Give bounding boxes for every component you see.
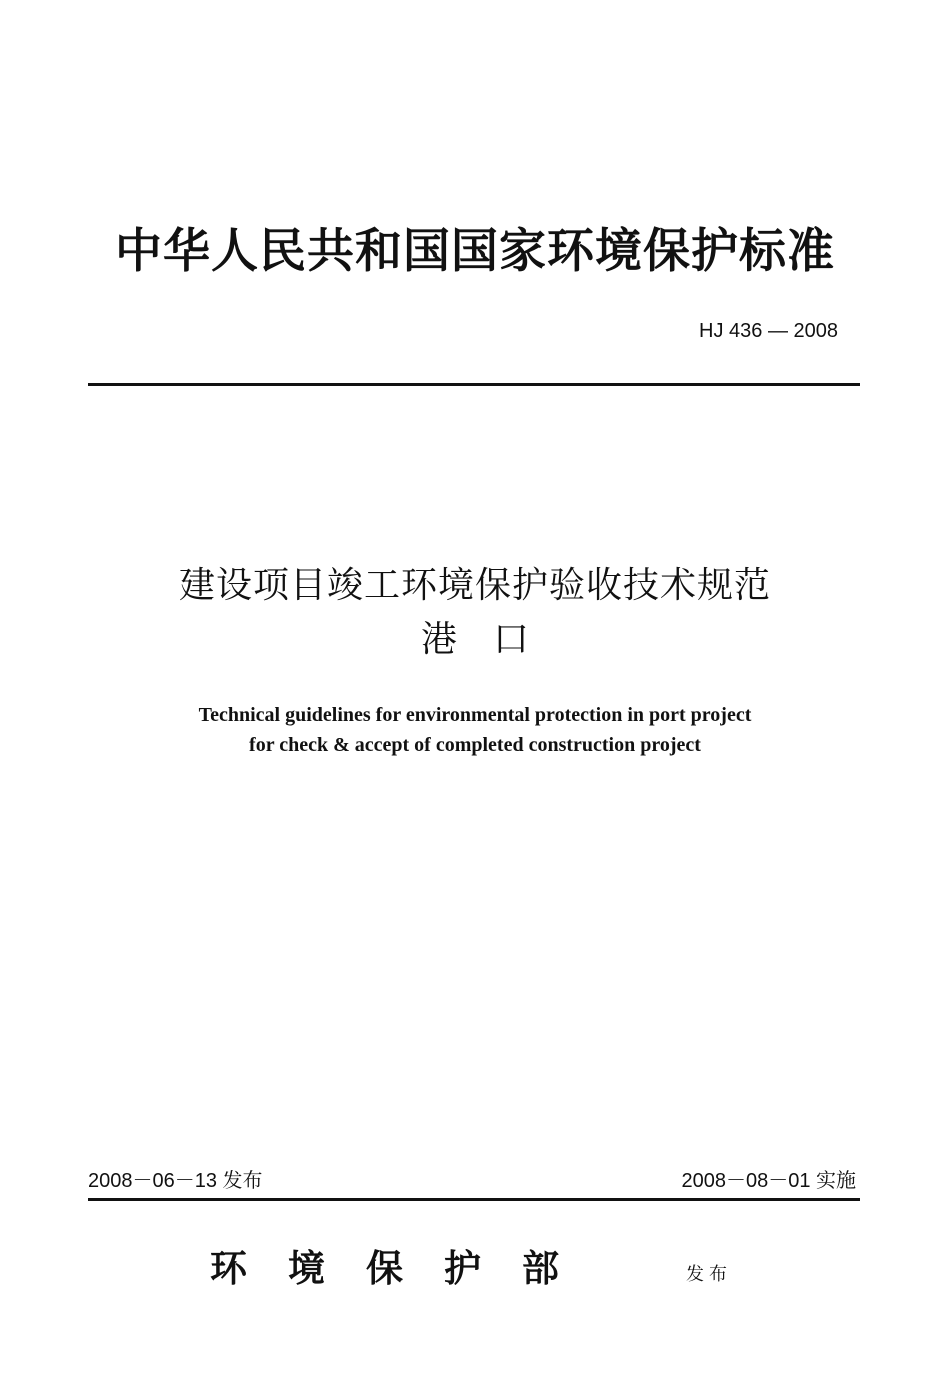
standard-title: 中华人民共和国国家环境保护标准 (115, 224, 835, 279)
document-subtitle: 港 口 (420, 619, 529, 660)
issuer-name: 环境保护部 (210, 1246, 600, 1290)
standard-code: HJ 436 — 2008 (699, 320, 838, 342)
english-title-line-2: for check & accept of completed construction project (249, 734, 701, 756)
document-title: 建设项目竣工环境保护验收技术规范 (178, 565, 771, 606)
issuer-suffix: 发布 (686, 1264, 732, 1285)
publish-date: 2008－06－13 发布 (88, 1170, 263, 1192)
bottom-divider (88, 1198, 860, 1201)
english-title-line-1: Technical guidelines for environmental protection in port project (198, 704, 752, 726)
top-divider (88, 383, 860, 386)
implement-date: 2008－08－01 实施 (681, 1170, 856, 1192)
